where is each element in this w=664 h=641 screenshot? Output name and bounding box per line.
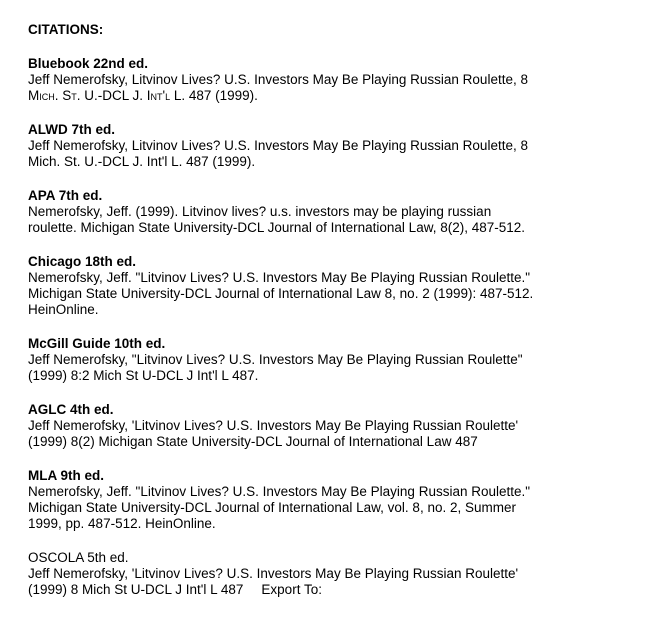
citation-style-label: OSCOLA 5th ed.: [28, 550, 129, 565]
citation-style-label: ALWD 7th ed.: [28, 122, 115, 137]
citation-mcgill: [28, 336, 648, 384]
citation-style-label: Chicago 18th ed.: [28, 254, 137, 269]
citation-bluebook: [28, 56, 648, 104]
citation-text-line: Mich. St. U.-DCL J. Int'l L. 487 (1999).: [28, 154, 256, 169]
citation-mla: [28, 468, 648, 532]
export-to-link[interactable]: Export To:: [261, 582, 322, 597]
citation-text-line: Jeff Nemerofsky, 'Litvinov Lives? U.S. Investors May Be Playing Russian Roulette': [28, 418, 519, 433]
citation-text-line: roulette. Michigan State University-DCL Journal of International Law, 8(2), 487-512.: [28, 220, 526, 235]
citation-aglc: [28, 402, 648, 450]
citation-chicago: [28, 254, 648, 318]
citation-style-label: AGLC 4th ed.: [28, 402, 114, 417]
citation-text-line: Jeff Nemerofsky, "Litvinov Lives? U.S. Investors May Be Playing Russian Roulette": [28, 352, 523, 367]
citation-tail: 487 (1999).: [185, 88, 258, 103]
citation-text-line: Michigan State University-DCL Journal of International Law, vol. 8, no. 2, Summer: [28, 500, 516, 515]
citation-style-label: APA 7th ed.: [28, 188, 103, 203]
citation-text-line: Michigan State University-DCL Journal of International Law 8, no. 2 (1999): 487-512.: [28, 286, 534, 301]
journal-abbreviation: Mich. St. U.-DCL J. Int'l L.: [28, 88, 186, 103]
citation-text-line: Nemerofsky, Jeff. "Litvinov Lives? U.S. Investors May Be Playing Russian Roulette.": [28, 484, 531, 499]
citation-text-line: Jeff Nemerofsky, Litvinov Lives? U.S. Investors May Be Playing Russian Roulette, 8: [28, 138, 528, 153]
citation-text-line: Jeff Nemerofsky, Litvinov Lives? U.S. Investors May Be Playing Russian Roulette, 8: [28, 72, 528, 87]
citation-text-line: [28, 88, 648, 104]
citation-text-line: (1999) 8(2) Michigan State University-DCL Journal of International Law 487: [28, 434, 478, 449]
citation-text-line: Nemerofsky, Jeff. (1999). Litvinov lives? u.s. investors may be playing russian: [28, 204, 492, 219]
citation-text: (1999) 8 Mich St U-DCL J Int'l L 487: [28, 582, 244, 597]
citation-alwd: [28, 122, 648, 170]
citation-style-label: Bluebook 22nd ed.: [28, 56, 149, 71]
citations-heading: CITATIONS:: [28, 22, 104, 37]
citation-text-line: Nemerofsky, Jeff. "Litvinov Lives? U.S. Investors May Be Playing Russian Roulette.": [28, 270, 531, 285]
citation-text-line: 1999, pp. 487-512. HeinOnline.: [28, 516, 216, 531]
citation-text-line: Jeff Nemerofsky, 'Litvinov Lives? U.S. Investors May Be Playing Russian Roulette': [28, 566, 519, 581]
citation-text-line: (1999) 8:2 Mich St U-DCL J Int'l L 487.: [28, 368, 259, 383]
citation-apa: [28, 188, 648, 236]
citation-text-line: HeinOnline.: [28, 302, 99, 317]
citation-oscola: [28, 550, 648, 598]
citation-style-label: McGill Guide 10th ed.: [28, 336, 166, 351]
citation-style-label: MLA 9th ed.: [28, 468, 104, 483]
citation-text-line: [28, 582, 648, 598]
